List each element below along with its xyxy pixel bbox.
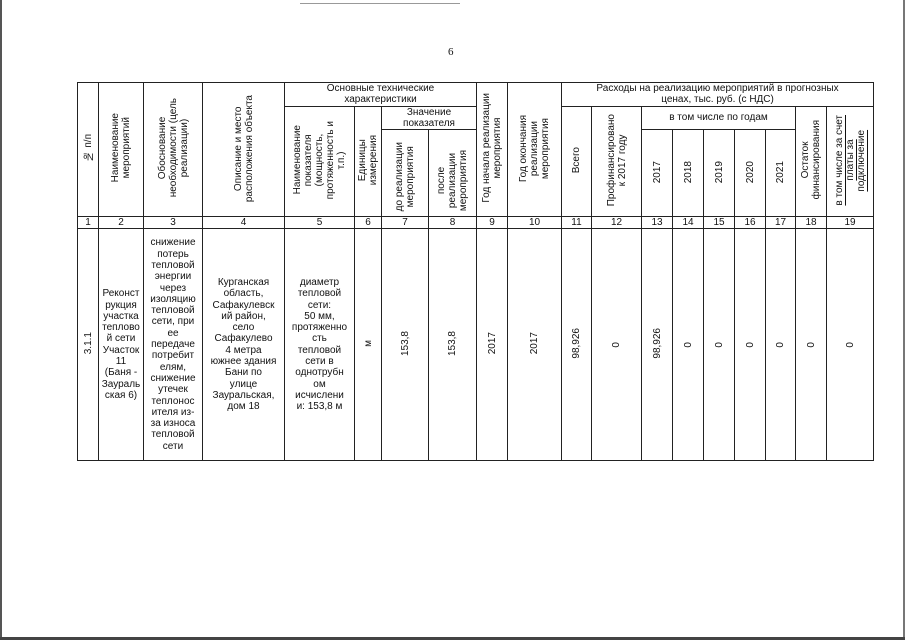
header-2018: 2018 xyxy=(673,130,704,217)
column-number: 5 xyxy=(285,217,355,229)
column-number: 16 xyxy=(735,217,766,229)
row-remain: 0 xyxy=(796,229,827,461)
header-name: Наименование мероприятий xyxy=(99,83,144,217)
header-2019: 2019 xyxy=(704,130,735,217)
header-location: Описание и место расположения объекта xyxy=(203,83,285,217)
column-number: 1 xyxy=(78,217,99,229)
row-2021: 0 xyxy=(766,229,796,461)
row-before: 153,8 xyxy=(382,229,429,461)
column-number: 15 xyxy=(704,217,735,229)
header-unit: Единицы измерения xyxy=(355,106,382,217)
column-number: 10 xyxy=(508,217,562,229)
header-remain: Остаток финансирования xyxy=(796,106,827,217)
column-number: 19 xyxy=(827,217,874,229)
page-number: 6 xyxy=(448,46,454,58)
column-number-row xyxy=(78,217,874,229)
column-number: 4 xyxy=(203,217,285,229)
header-before: до реализации мероприятия xyxy=(382,130,429,217)
row-year-start: 2017 xyxy=(477,229,508,461)
column-number: 8 xyxy=(429,217,477,229)
row-total: 98,926 xyxy=(562,229,592,461)
header-2020: 2020 xyxy=(735,130,766,217)
header-value-group: Значение показателя xyxy=(382,106,477,130)
header-after: после реализации мероприятия xyxy=(429,130,477,217)
header-costs-group: Расходы на реализацию мероприятий в прогнозных ценах, тыс. руб. (с НДС) xyxy=(562,83,874,107)
header-num: № п/п xyxy=(78,83,99,217)
row-unit: м xyxy=(355,229,382,461)
header-indicator: Наименование показателя (мощность, протяженность и т.п.) xyxy=(285,106,355,217)
column-number: 13 xyxy=(642,217,673,229)
header-2017: 2017 xyxy=(642,130,673,217)
row-year-end: 2017 xyxy=(508,229,562,461)
row-name: Реконст рукция участка теплово й сети Участок 11 (Баня - Заураль ская 6) xyxy=(99,229,144,461)
header-financed: Профинансировано к 2017 году xyxy=(592,106,642,217)
column-number: 12 xyxy=(592,217,642,229)
header-total: Всего xyxy=(562,106,592,217)
row-after: 153,8 xyxy=(429,229,477,461)
header-reason: Обоснование необходимости (цель реализации) xyxy=(144,83,203,217)
header-connection: в том числе за счет платы за подключение xyxy=(827,106,874,217)
row-indicator: диаметр тепловой сети: 50 мм, протяженно сть тепловой сети в однотрубн ом исчислени и: 153,8 м xyxy=(285,229,355,461)
row-reason: снижение потерь тепловой энергии через изоляцию тепловой сети, при ее передаче потребит елям, снижение утечек теплонос ителя из- за износа тепловой сети xyxy=(144,229,203,461)
measures-table xyxy=(77,82,874,461)
column-number: 3 xyxy=(144,217,203,229)
row-2017: 98,926 xyxy=(642,229,673,461)
row-financed: 0 xyxy=(592,229,642,461)
row-2019: 0 xyxy=(704,229,735,461)
scan-left-edge xyxy=(0,0,2,640)
header-years-group: в том числе по годам xyxy=(642,106,796,130)
header-year-end: Год окончания реализации мероприятия xyxy=(508,83,562,217)
row-2020: 0 xyxy=(735,229,766,461)
column-number: 17 xyxy=(766,217,796,229)
row-location: Курганская область, Сафакулевск ий район, село Сафакулево 4 метра южнее здания Бани по улице Зауральская, дом 18 xyxy=(203,229,285,461)
column-number: 2 xyxy=(99,217,144,229)
row-connection: 0 xyxy=(827,229,874,461)
column-number: 9 xyxy=(477,217,508,229)
column-number: 6 xyxy=(355,217,382,229)
header-year-start: Год начала реализации мероприятия xyxy=(477,83,508,217)
header-tech-group: Основные технические характеристики xyxy=(285,83,477,107)
row-2018: 0 xyxy=(673,229,704,461)
table-row xyxy=(78,229,874,461)
row-num: 3.1.1 xyxy=(78,229,99,461)
header-2021: 2021 xyxy=(766,130,796,217)
column-number: 18 xyxy=(796,217,827,229)
column-number: 14 xyxy=(673,217,704,229)
column-number: 7 xyxy=(382,217,429,229)
scan-artifact-line xyxy=(300,3,460,4)
column-number: 11 xyxy=(562,217,592,229)
